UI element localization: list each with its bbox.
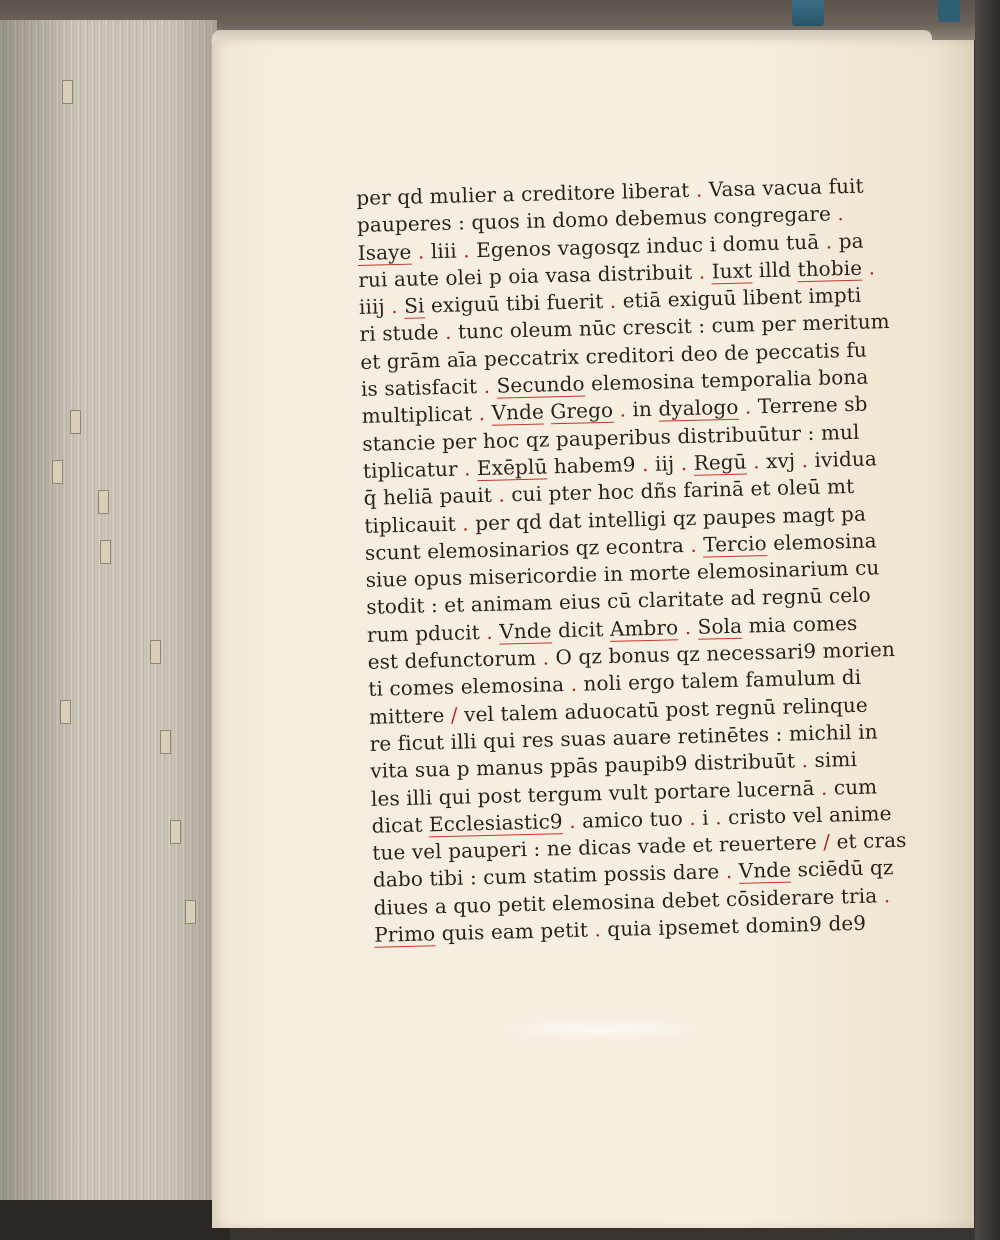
text-line: rui aute olei p oia vasa distribuit . Iuxt illd thobie . (358, 255, 876, 292)
text-line: diues a quo petit elemosina debet cōsiderare tria . (373, 882, 891, 920)
page-tab (100, 540, 111, 564)
text-line: ti comes elemosina . noli ergo talem famulum di (368, 665, 862, 702)
text-line: les illi qui post tergum vult portare lucernā . cum (370, 773, 878, 811)
page-tab (185, 900, 196, 924)
page-tab (52, 460, 63, 484)
text-line: est defunctorum . O qz bonus qz necessari9 morien (367, 637, 896, 674)
text-line: re ficut illi qui res suas auare retinētes : michil in (369, 719, 879, 756)
text-line: ri stude . tunc oleum nūc crescit : cum per meritum (359, 309, 890, 347)
text-line: pauperes : quos in domo debemus congregare . (356, 201, 845, 238)
text-line: stodit : et animam eius cū claritate ad regnū celo (366, 583, 872, 620)
text-line: stancie per hoc qz pauperibus distribuūtur : mul (362, 419, 860, 456)
page-tab (170, 820, 181, 844)
page-tab (70, 410, 81, 434)
text-line: multiplicat . Vnde Grego . in dyalogo . Terrene sb (361, 391, 868, 429)
text-line: Isaye . liii . Egenos vagosqz induc i domu tuā . pa (357, 228, 864, 265)
text-line: dicat Ecclesiastic9 . amico tuo . i . cristo vel anime (371, 800, 892, 838)
text-line: scunt elemosinarios qz econtra . Tercio elemosina (364, 528, 877, 565)
bookmark-ribbon (792, 0, 824, 26)
bookmark-ribbon-secondary (938, 0, 960, 22)
text-line: vita sua p manus ppās paupib9 distribuūt . simi (370, 747, 858, 784)
gothic-text-block (356, 172, 915, 949)
page-tab (60, 700, 71, 724)
text-line: et grām aīa peccatrix creditori deo de peccatis fu (360, 337, 868, 374)
page-edges (0, 20, 217, 1200)
page-tab (160, 730, 171, 754)
text-line: iiij . Si exiguū tibi fuerit . etiā exiguū libent impti (358, 282, 862, 320)
text-line: mittere / vel talem aduocatū post regnū relinque (368, 692, 869, 729)
text-line: tiplicauit . per qd dat intelligi qz paupes magt pa (364, 501, 867, 538)
text-line: siue opus misericordie in morte elemosinarium cu (365, 555, 880, 593)
text-line: is satisfacit . Secundo elemosina temporalia bona (360, 364, 869, 402)
text-line: dabo tibi : cum statim possis dare . Vnde sciēdū qz (372, 855, 894, 893)
page-tab (98, 490, 109, 514)
text-line: q̄ heliā pauit . cui pter hoc dñs farinā et oleū mt (363, 474, 855, 511)
text-line: tiplicatur . Exēplū habem9 . iij . Regū . xvj . ividua (362, 446, 878, 483)
text-line: tue vel pauperi : ne dicas vade et reuertere / et cras (372, 827, 907, 865)
text-line: rum pducit . Vnde dicit Ambro . Sola mia comes (366, 610, 858, 647)
text-line: Primo quis eam petit . quia ipsemet domin9 de9 (374, 910, 867, 947)
page-stain (495, 1018, 705, 1040)
page-tab (150, 640, 161, 664)
text-line: per qd mulier a creditore liberat . Vasa vacua fuit (356, 173, 864, 210)
background-right (975, 0, 1000, 1240)
page-tab (62, 80, 73, 104)
